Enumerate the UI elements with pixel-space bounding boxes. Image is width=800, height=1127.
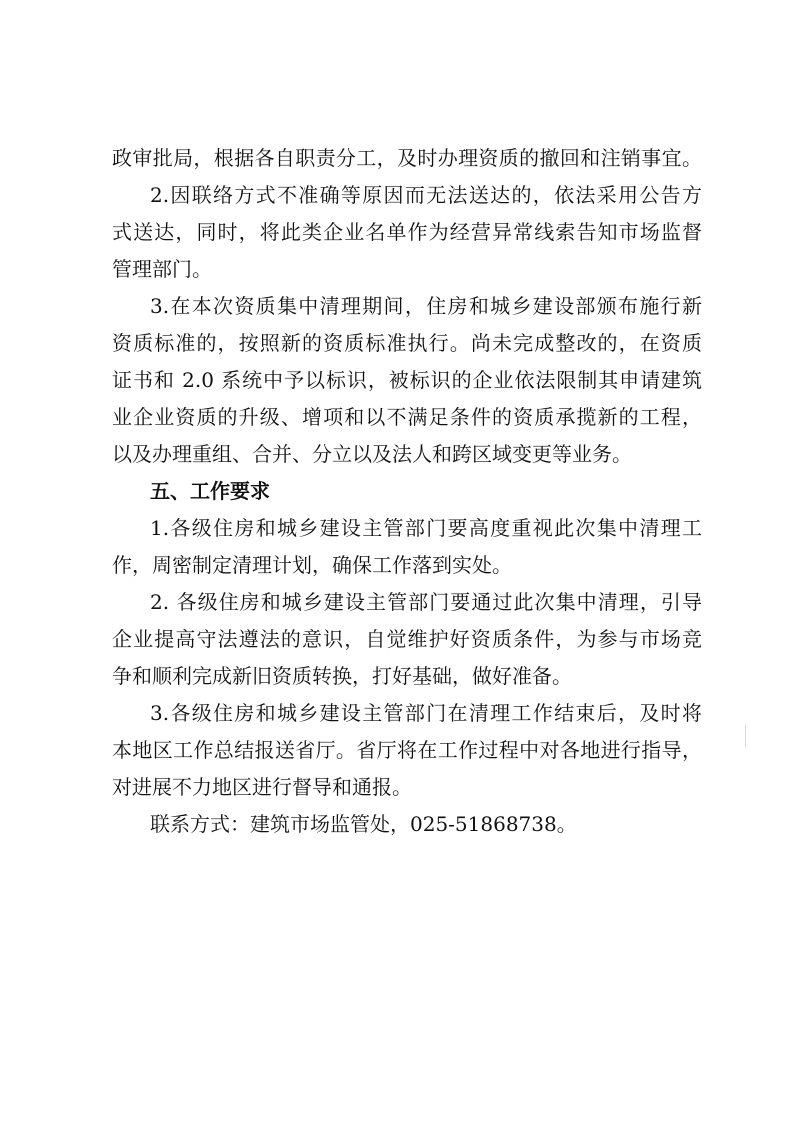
paragraph-line-9: 以及办理重组、合并、分立以及法人和跨区域变更等业务。 bbox=[112, 442, 632, 466]
paragraph-line-8: 业企业资质的升级、增项和以不满足条件的资质承揽新的工程， bbox=[112, 405, 702, 429]
paragraph-line-7: 证书和 2.0 系统中予以标识，被标识的企业依法限制其申请建筑 bbox=[112, 368, 702, 392]
scan-mark bbox=[745, 725, 746, 747]
paragraph-line-4: 管理部门。 bbox=[112, 257, 212, 281]
paragraph-line-11: 1.各级住房和城乡建设主管部门要高度重视此次集中清理工 bbox=[150, 516, 702, 540]
section-heading: 五、工作要求 bbox=[150, 479, 270, 503]
contact-line: 联系方式：建筑市场监管处，025-51868738。 bbox=[150, 812, 577, 836]
paragraph-line-2: 2.因联络方式不准确等原因而无法送达的，依法采用公告方 bbox=[150, 183, 702, 207]
paragraph-line-13: 2. 各级住房和城乡建设主管部门要通过此次集中清理，引导 bbox=[150, 590, 702, 614]
paragraph-line-15: 争和顺利完成新旧资质转换，打好基础，做好准备。 bbox=[112, 664, 572, 688]
paragraph-line-18: 对进展不力地区进行督导和通报。 bbox=[112, 775, 412, 799]
paragraph-line-6: 资质标准的，按照新的资质标准执行。尚未完成整改的，在资质 bbox=[112, 331, 702, 355]
paragraph-line-14: 企业提高守法遵法的意识，自觉维护好资质条件，为参与市场竞 bbox=[112, 627, 702, 651]
paragraph-line-16: 3.各级住房和城乡建设主管部门在清理工作结束后，及时将 bbox=[150, 701, 702, 725]
document-body bbox=[112, 140, 702, 843]
paragraph-line-17: 本地区工作总结报送省厅。省厅将在工作过程中对各地进行指导， bbox=[112, 738, 702, 762]
paragraph-line-5: 3.在本次资质集中清理期间，住房和城乡建设部颁布施行新 bbox=[150, 294, 702, 318]
paragraph-line-12: 作，周密制定清理计划，确保工作落到实处。 bbox=[112, 553, 512, 577]
paragraph-line-1: 政审批局，根据各自职责分工，及时办理资质的撤回和注销事宜。 bbox=[112, 146, 702, 170]
paragraph-line-3: 式送达，同时，将此类企业名单作为经营异常线索告知市场监督 bbox=[112, 220, 702, 244]
